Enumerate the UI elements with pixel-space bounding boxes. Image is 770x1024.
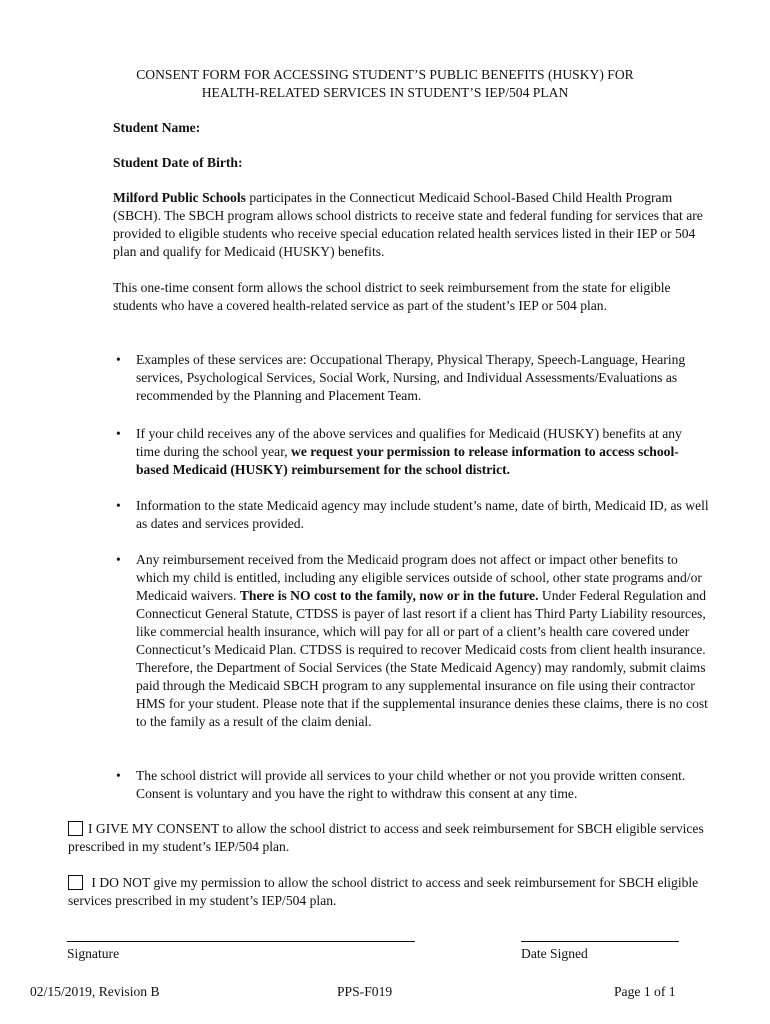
bullet-icon: • [116,426,121,441]
bullet-bold-text: There is NO cost to the family, now or in the future. [239,588,539,603]
revision-footer: 02/15/2019, Revision B [30,984,160,999]
list-item [113,497,709,533]
list-item [113,351,709,405]
do-not-consent-checkbox[interactable] [68,875,83,890]
signature-label: Signature [67,946,120,961]
bullet-icon: • [116,498,121,513]
student-name-label: Student Name: [113,120,201,135]
do-not-consent-text: I DO NOT give my permission to allow the school district to access and seek reimbursement for SBCH eligible services prescribed in my student’s IEP/504 plan. [68,875,699,908]
intro-text: participates in the Connecticut Medicaid School-Based Child Health Program (SBCH). The SBCH program allows school districts to receive state and federal funding for services that are provided to eligible students who receive special education related health services listed in their IEP or 504 plan and qualify for Medicaid (HUSKY) benefits. [113,190,703,259]
title-line-1: CONSENT FORM FOR ACCESSING STUDENT’S PUBLIC BENEFITS (HUSKY) FOR [136,67,634,82]
one-time-consent-paragraph: This one-time consent form allows the school district to seek reimbursement from the state for eligible students who have a covered health-related service as part of the student’s IEP or 504 plan. [113,280,671,313]
bullet-icon: • [116,352,121,367]
form-title [90,66,680,102]
bullet-bold-text: we request your permission to release information to access school-based Medicaid (HUSKY) reimbursement for the school district. [136,444,679,477]
bullet-text: Information to the state Medicaid agency may include student’s name, date of birth, Medicaid ID, as well as dates and services provided. [136,498,709,531]
intro-paragraph [113,189,709,261]
bullet-text: The school district will provide all services to your child whether or not you provide written consent. Consent is voluntary and you have the right to withdraw this consent at any time. [136,768,686,801]
list-item [113,767,709,803]
bullet-text: Examples of these services are: Occupational Therapy, Physical Therapy, Speech-Language, Hearing services, Psychological Services, Social Work, Nursing, and Individual Assessments/Evaluations as recommended by the Planning and Placement Team. [136,352,686,403]
consent-option-do-not [68,874,708,910]
date-signed-line[interactable] [521,941,679,942]
bullet-icon: • [116,768,121,783]
district-name: Milford Public Schools [113,190,246,205]
date-signed-label: Date Signed [521,946,588,961]
list-item [113,551,709,731]
title-line-2: HEALTH-RELATED SERVICES IN STUDENT’S IEP/504 PLAN [201,85,569,100]
consent-option-give [68,820,708,856]
signature-line[interactable] [67,941,415,942]
bullet-text: Any reimbursement received from the Medicaid program does not affect or impact other benefits to which my child is entitled, including any eligible services outside of school, other state programs and/or Medicaid waivers. [136,552,702,603]
list-item [113,425,709,479]
form-id-footer: PPS-F019 [337,984,393,999]
bullet-text-continued: Under Federal Regulation and Connecticut General Statute, CTDSS is payer of last resort if a client has Third Party Liability resources, like commercial health insurance, which will pay for all or part of a client’s health care covered under Connecticut’s Medicaid Plan. CTDSS is required to recover Medicaid costs from client health insurance. Therefore, the Department of Social Services (the State Medicaid Agency) may randomly, submit claims paid through the Medicaid SBCH program to any supplemental insurance on file using their contractor HMS for your student. Please note that if the supplemental insurance denies these claims, there is no cost to the family as a result of the claim denial. [136,588,708,729]
give-consent-checkbox[interactable] [68,821,83,836]
page-number-footer: Page 1 of 1 [614,984,676,999]
give-consent-text: I GIVE MY CONSENT to allow the school district to access and seek reimbursement for SBCH eligible services prescribed in my student’s IEP/504 plan. [68,821,704,854]
bullet-icon: • [116,552,121,567]
student-dob-label: Student Date of Birth: [113,155,243,170]
bullet-text: If your child receives any of the above services and qualifies for Medicaid (HUSKY) benefits at any time during the school year, [136,426,682,459]
